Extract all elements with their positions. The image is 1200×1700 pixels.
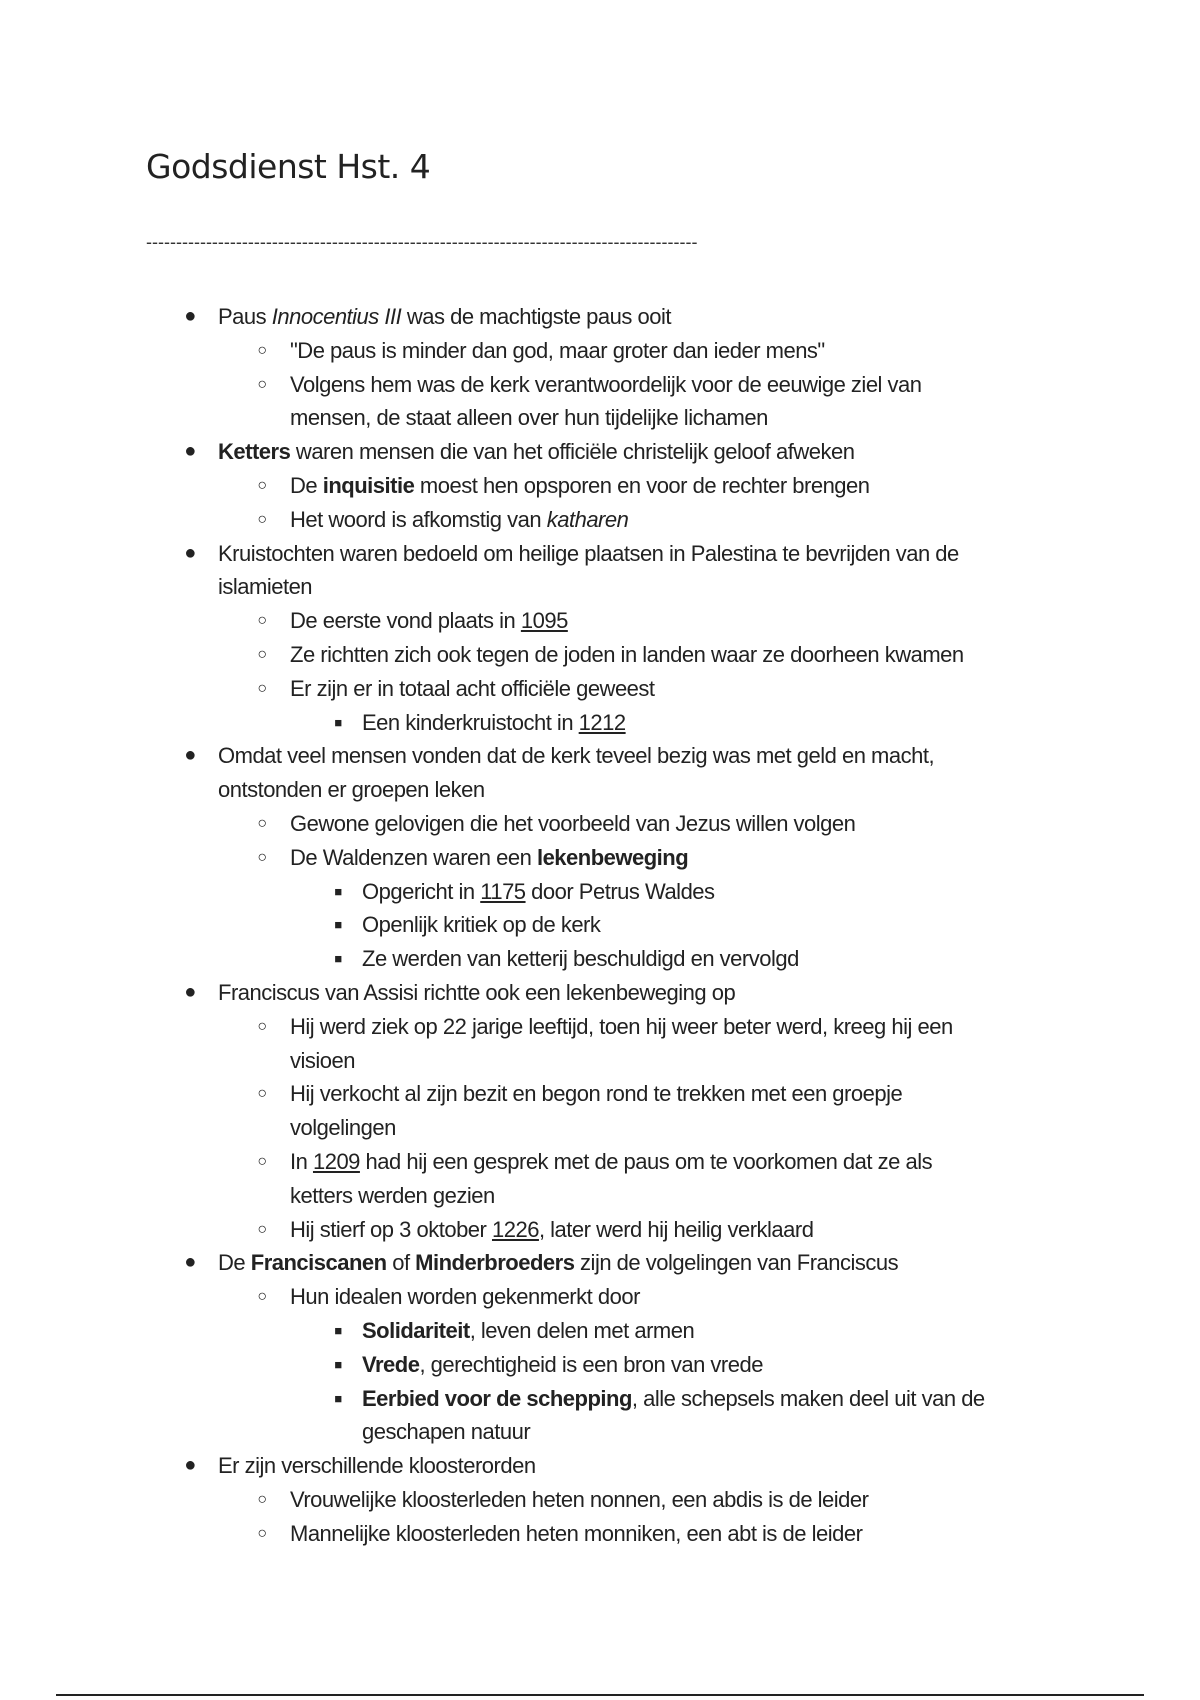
bullet-icon: ● [184,744,196,767]
text-segment: 1175 [480,878,526,904]
list-item [0,672,1200,706]
text-segment: moest hen opsporen en voor de rechter brengen [414,472,870,498]
bullet-icon: ■ [334,917,342,933]
list-item-text [290,1179,495,1213]
bullet-icon: ○ [257,679,267,697]
text-segment: Er zijn verschillende kloosterorden [218,1453,536,1479]
list-item [0,1517,1200,1551]
list-item-text [290,503,628,537]
list-item-text [362,1348,763,1382]
text-segment: Hun idealen worden gekenmerkt door [290,1284,640,1310]
text-segment: Volgens hem was de kerk verantwoordelijk voor de eeuwige ziel van [290,371,922,397]
list-item-text [290,807,855,841]
text-segment: islamieten [218,574,313,600]
bullet-icon: ○ [257,1288,267,1306]
text-segment: geschapen natuur [362,1419,531,1445]
list-item [0,604,1200,638]
text-segment: Mannelijke kloosterleden heten monniken, een abt is de leider [290,1520,863,1546]
list-item-text [362,908,600,942]
bullet-icon: ● [184,980,196,1003]
bullet-icon: ■ [334,1322,342,1338]
text-segment: Hij werd ziek op 22 jarige leeftijd, toen hij weer beter werd, kreeg hij een [290,1013,953,1039]
list-item [0,1415,1200,1449]
text-segment: Ze werden van ketterij beschuldigd en vervolgd [362,946,799,972]
bullet-icon: ● [184,440,196,463]
text-segment: Paus [218,304,272,329]
list-item [0,638,1200,672]
list-item [0,570,1200,604]
text-segment: De eerste vond plaats in [290,608,521,634]
list-item-text [290,368,922,402]
notes-list [0,300,1200,1550]
text-segment: 1226 [491,1216,539,1242]
list-item-text [290,1517,862,1551]
bullet-icon: ■ [334,714,342,730]
list-item [0,1348,1200,1382]
list-item [0,503,1200,537]
bullet-icon: ○ [257,1085,267,1103]
text-segment: Er zijn er in totaal acht officiële geweest [290,675,655,701]
bullet-icon: ○ [257,510,267,528]
list-item-text [290,334,825,368]
list-item [0,1179,1200,1213]
list-item-text [290,1213,813,1247]
text-segment: , gerechtigheid is een bron van vrede [419,1351,763,1377]
text-segment: had hij een gesprek met de paus om te voorkomen dat ze als [359,1148,933,1174]
bullet-icon: ○ [257,612,267,630]
bullet-icon: ● [184,541,196,564]
bullet-icon: ○ [257,1490,267,1508]
list-item-text [218,1246,898,1280]
bullet-icon: ● [184,1251,196,1274]
list-item [0,1213,1200,1247]
list-item-text [218,300,671,334]
list-item [0,1010,1200,1044]
list-item [0,1077,1200,1111]
text-segment: inquisitie [322,472,415,498]
list-item [0,1246,1200,1280]
list-item [0,368,1200,402]
list-item-text [218,435,854,469]
list-item [0,1382,1200,1416]
text-segment: , later werd hij heilig verklaard [538,1216,814,1242]
list-item-text [290,638,964,672]
list-item [0,1483,1200,1517]
bullet-icon: ○ [257,814,267,832]
list-item-text [290,1077,902,1111]
list-item-text [218,976,735,1010]
list-item [0,773,1200,807]
list-item-text [290,469,870,503]
list-item-text [290,841,688,875]
bullet-icon: ○ [257,375,267,393]
text-segment: visioen [290,1047,355,1073]
bullet-icon: ○ [257,1152,267,1170]
text-segment: volgelingen [290,1115,396,1141]
text-segment: of [386,1250,416,1276]
text-segment: , alle schepsels maken deel uit van de [631,1385,985,1411]
text-segment: ontstonden er groepen leken [218,777,485,803]
bullet-icon: ○ [257,476,267,494]
list-item-text [362,1382,985,1416]
list-item [0,537,1200,571]
list-item-text [362,942,799,976]
document-title: Godsdienst Hst. 4 [146,147,431,186]
bullet-icon: ○ [257,1524,267,1542]
text-segment: Gewone gelovigen die het voorbeeld van Jezus willen volgen [290,810,856,836]
list-item [0,1449,1200,1483]
text-segment: 1209 [312,1148,360,1174]
text-segment: , leven delen met armen [469,1317,695,1343]
text-segment: Vrede [362,1351,420,1377]
text-segment: Opgericht in [362,878,481,904]
page-bottom-rule [56,1694,1144,1696]
list-item [0,1145,1200,1179]
text-segment: "De paus is minder dan god, maar groter dan ieder mens" [290,337,825,363]
list-item-text [290,1111,396,1145]
text-segment: Minderbroeders [415,1250,575,1276]
list-item-text [290,1145,932,1179]
text-segment: 1095 [520,608,568,634]
list-item-text [218,739,934,773]
text-segment: 1212 [578,709,626,735]
list-item [0,1044,1200,1078]
text-segment: Omdat veel mensen vonden dat de kerk teveel bezig was met geld en macht, [218,743,935,769]
list-item [0,469,1200,503]
list-item [0,976,1200,1010]
list-item-text [290,604,568,638]
list-item-text [290,1044,355,1078]
list-item [0,300,1200,334]
bullet-icon: ■ [334,883,342,899]
text-segment: was de machtigste paus ooit [401,304,671,329]
text-segment: waren mensen die van het officiële christelijk geloof afweken [290,439,855,465]
list-item-text [362,1415,530,1449]
list-item [0,807,1200,841]
text-segment: ketters werden gezien [290,1182,495,1208]
list-item-text [290,1010,953,1044]
text-segment: katharen [546,506,629,532]
list-item [0,1314,1200,1348]
text-segment: Openlijk kritiek op de kerk [362,912,601,938]
list-item [0,334,1200,368]
text-segment: door Petrus Waldes [525,878,715,904]
list-item-text [218,773,485,807]
list-item [0,875,1200,909]
list-item [0,401,1200,435]
list-item-text [218,570,312,604]
list-item-text [290,401,768,435]
list-item-text [362,1314,694,1348]
bullet-icon: ○ [257,341,267,359]
list-item [0,1280,1200,1314]
text-segment: zijn de volgelingen van Franciscus [574,1250,899,1276]
text-segment: Hij stierf op 3 oktober [290,1216,492,1242]
text-segment: De Waldenzen waren een [290,844,537,870]
bullet-icon: ○ [257,645,267,663]
text-segment: Een kinderkruistocht in [362,709,579,735]
text-segment: Ketters [218,439,291,465]
text-segment: Solidariteit [362,1317,470,1343]
list-item-text [290,1483,868,1517]
bullet-icon: ○ [257,1017,267,1035]
text-segment: De [218,1250,251,1276]
text-segment: Eerbied voor de schepping [362,1385,632,1411]
text-segment: Innocentius III [271,304,402,329]
text-segment: Ze richtten zich ook tegen de joden in landen waar ze doorheen kwamen [290,641,964,667]
bullet-icon: ○ [257,848,267,866]
list-item [0,841,1200,875]
list-item [0,739,1200,773]
list-item-text [218,537,959,571]
bullet-icon: ■ [334,951,342,967]
text-segment: De [290,472,323,498]
text-segment: Vrouwelijke kloosterleden heten nonnen, een abdis is de leider [290,1486,869,1512]
list-item-text [290,672,655,706]
bullet-icon: ● [184,1454,196,1477]
list-item [0,1111,1200,1145]
text-segment: Hij verkocht al zijn bezit en begon rond te trekken met een groepje [290,1081,903,1107]
list-item [0,706,1200,740]
list-item [0,942,1200,976]
bullet-icon: ○ [257,1220,267,1238]
text-segment: Het woord is afkomstig van [290,506,547,532]
bullet-icon: ● [184,305,196,327]
dashed-divider: -------------------------------------------------------------------------------------------- [146,232,698,252]
text-segment: Franciscus van Assisi richtte ook een lekenbeweging op [218,979,736,1005]
list-item-text [362,706,626,740]
list-item-text [362,875,715,909]
text-segment: Franciscanen [250,1250,387,1276]
list-item [0,908,1200,942]
text-segment: In [290,1148,313,1174]
text-segment: Kruistochten waren bedoeld om heilige plaatsen in Palestina te bevrijden van de [218,540,959,566]
bullet-icon: ■ [334,1356,342,1372]
list-item [0,435,1200,469]
text-segment: mensen, de staat alleen over hun tijdelijke lichamen [290,405,768,431]
list-item-text [290,1280,640,1314]
bullet-icon: ■ [334,1390,342,1406]
list-item-text [218,1449,536,1483]
text-segment: lekenbeweging [536,844,689,870]
